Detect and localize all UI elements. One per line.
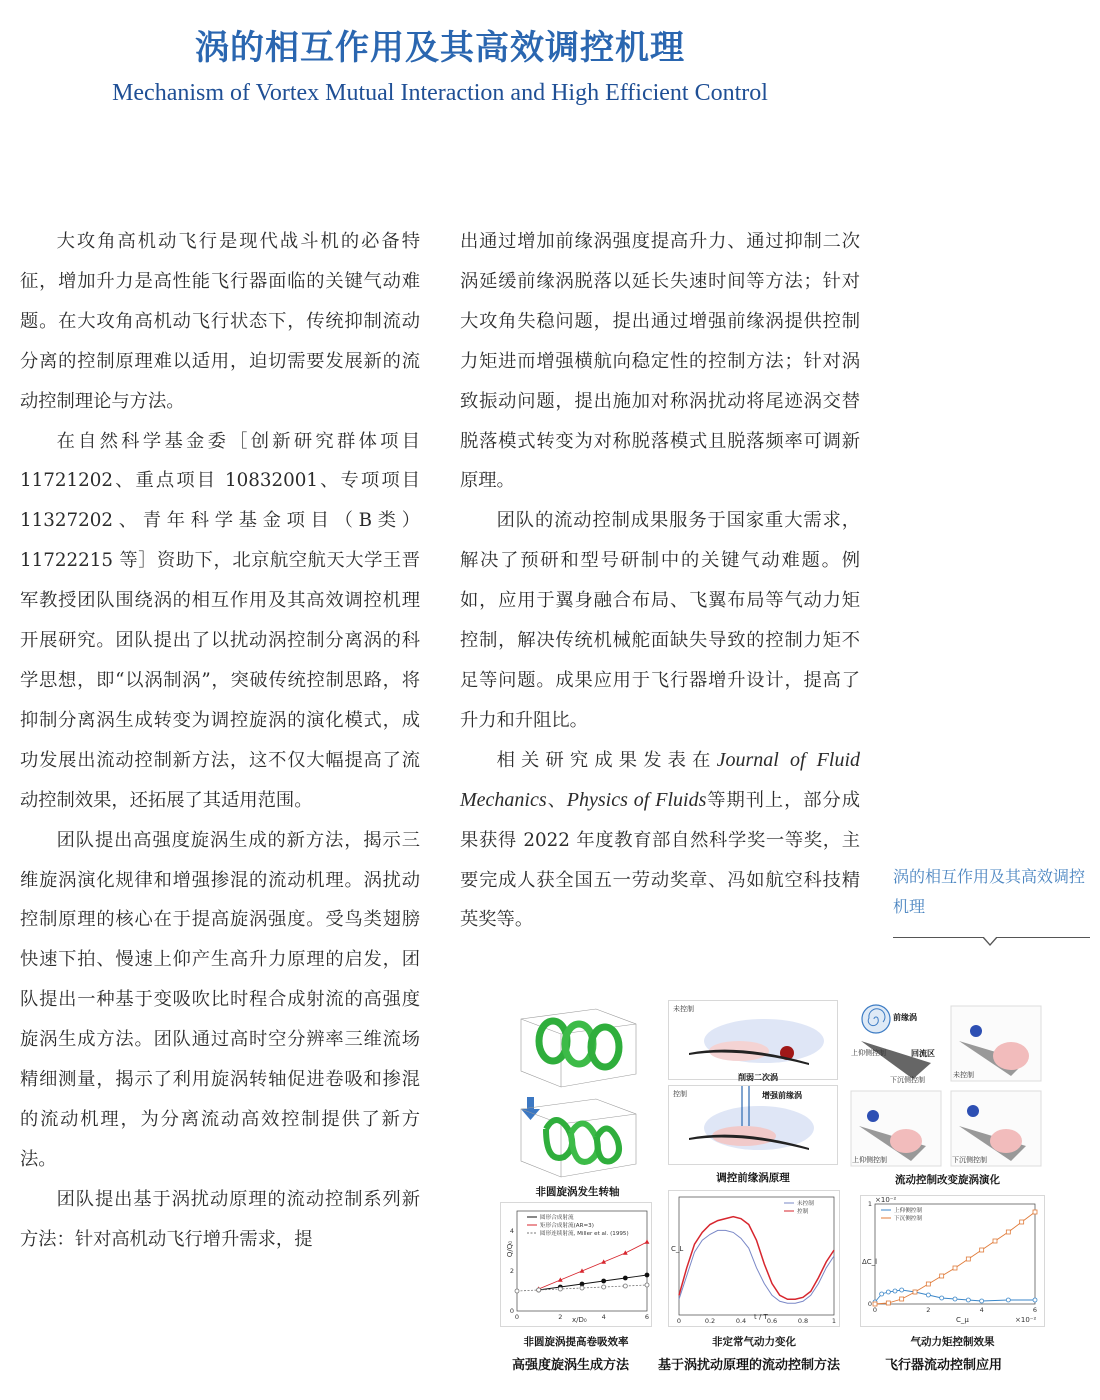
x-tick-label: 0.2: [704, 1317, 716, 1325]
data-point: [993, 1239, 997, 1243]
panel-vortex-generation: [500, 998, 650, 1178]
data-point: [880, 1292, 884, 1296]
label-lev: 前缘涡: [893, 1013, 917, 1022]
data-point: [645, 1273, 649, 1277]
pub-sep: 、: [546, 789, 567, 811]
legend-label: 圆形连续射流, Miller et al. (1995): [540, 1231, 629, 1237]
x-tick-label: 4: [601, 1313, 606, 1321]
data-point: [926, 1282, 930, 1286]
label-lower-control-c2: 下沉侧控制: [952, 1156, 987, 1164]
data-point: [580, 1282, 584, 1286]
y-tick-label: 0: [867, 1300, 872, 1308]
data-point: [602, 1279, 606, 1283]
data-point: [1020, 1220, 1024, 1224]
caption-entrainment: 非圆旋涡提高卷吸效率: [523, 1336, 629, 1348]
chart-unsteady-force: [669, 1191, 841, 1328]
ylabel-unsteady: C_L: [671, 1245, 684, 1253]
paragraph-vortex-generation: 团队提出高强度旋涡生成的新方法，揭示三维旋涡演化规律和增强掺混的流动机理。涡扰动控制原理的核心在于提高旋涡强度。受鸟类翅膀快速下拍、慢速上仰产生高升力原理的启发，团队提出一种基于变吸吹比时程合成射流的高强度旋涡生成方法。团队通过高时空分辨率三维流场精细测量，揭示了利用旋涡转轴促进卷吸和掺混的流动机理，为分离流动高效控制提供了新方法。: [20, 829, 420, 1170]
x-tick-label: 0: [676, 1317, 682, 1325]
group-caption-middle: 基于涡扰动原理的流动控制方法: [658, 1358, 841, 1373]
data-point: [966, 1298, 970, 1302]
x-tick-label: 2: [558, 1313, 563, 1321]
data-point: [1006, 1298, 1010, 1302]
legend-label: 控制: [797, 1209, 809, 1215]
xlabel-entrainment: x/D₀: [572, 1316, 587, 1324]
data-point: [886, 1301, 890, 1305]
label-uncontrolled-c: 未控制: [953, 1071, 974, 1079]
chart-moment-effect: [861, 1196, 1046, 1328]
data-point: [1033, 1210, 1037, 1214]
paragraph-control-methods: 团队提出基于涡扰动原理的流动控制系列新方法：针对高机动飞行增升需求，提: [20, 1188, 420, 1250]
data-point: [623, 1284, 627, 1288]
label-upper-control-c: 上仰侧控制: [851, 1049, 886, 1057]
legend-label: 圆形合成射流: [540, 1215, 574, 1221]
page-title: 涡的相互作用及其高效调控机理: [195, 28, 685, 68]
page-subtitle-en: Mechanism of Vortex Mutual Interaction and High Efficient Control: [112, 80, 768, 106]
data-point: [1006, 1230, 1010, 1234]
green-vortex-rings-bottom: [546, 1120, 619, 1162]
data-point: [893, 1289, 897, 1293]
caption-vortex-evolution: 流动控制改变旋涡演化: [895, 1174, 1000, 1186]
data-point: [900, 1288, 904, 1292]
x-tick-label: 6: [1032, 1306, 1038, 1314]
data-point: [1033, 1298, 1037, 1302]
data-point: [953, 1297, 957, 1301]
data-point: [645, 1283, 649, 1287]
ylabel-moment: ΔC_l: [862, 1258, 878, 1266]
series-line: [539, 1242, 647, 1289]
data-point: [537, 1288, 541, 1292]
x-tick-label: 1: [831, 1317, 837, 1325]
chart-entrainment: [501, 1203, 653, 1328]
caption-unsteady: 非定常气动力变化: [712, 1336, 796, 1348]
paragraph-intro: 大攻角高机动飞行是现代战斗机的必备特征，增加升力是高性能飞行器面临的关键气动难题。在大攻角高机动飞行状态下，传统抑制流动分离的控制原理难以适用，迫切需要发展新的流动控制理论与方法。: [20, 231, 420, 412]
y-tick-label: 4: [509, 1227, 514, 1235]
label-upper-control-c2: 上仰侧控制: [852, 1156, 887, 1164]
x-tick-label: 0.6: [766, 1317, 778, 1325]
panel-vortex-evolution: [850, 1000, 1045, 1170]
data-point: [515, 1289, 519, 1293]
xlabel-unsteady: t / T: [754, 1313, 768, 1321]
caption-vortex-gen: 非圆旋涡发生转轴: [535, 1186, 620, 1198]
vortex-3d-plots: [501, 999, 651, 1179]
paragraph-publications: [460, 741, 860, 941]
y-tick-label: 2: [509, 1267, 514, 1275]
x-tick-label: 4: [979, 1306, 984, 1314]
x-tick-label: 0.8: [797, 1317, 809, 1325]
chart-moment-frame: [860, 1195, 1045, 1327]
label-recirculation: 回流区: [911, 1049, 935, 1058]
pub-text-b: 等期刊上，部分成果获得 2022 年度教育部自然科学奖一等奖，主要完成人获全国五一劳动奖章、冯如航空科技精英奖等。: [460, 789, 860, 931]
x-tick-label: 0: [872, 1306, 878, 1314]
paragraph-applications: 团队的流动控制成果服务于国家重大需求，解决了预研和型号研制中的关键气动难题。例如，应用于翼身融合布局、飞翼布局等气动力矩控制，解决传统机械舵面缺失导致的控制力矩不足等问题。成果应用于飞行器增升设计，提高了升力和升阻比。: [460, 510, 860, 731]
data-point: [886, 1290, 890, 1294]
data-point: [580, 1286, 584, 1290]
label-enhance-lev: 增强前缘涡: [762, 1091, 802, 1100]
caption-moment: 气动力矩控制效果: [910, 1336, 995, 1348]
data-point: [873, 1302, 877, 1306]
caption-lev-principle: 调控前缘涡原理: [716, 1172, 790, 1184]
journal-pof: Physics of Fluids: [566, 788, 707, 811]
group-caption-right: 飞行器流动控制应用: [885, 1358, 1003, 1373]
exp-dcl: ×10⁻²: [875, 1196, 897, 1204]
side-caption-pointer-icon: [982, 937, 998, 946]
label-uncontrolled-b: 未控制: [673, 1005, 694, 1013]
data-point: [900, 1297, 904, 1301]
legend-label: 未控制: [797, 1201, 814, 1207]
legend-label: 上仰侧控制: [894, 1208, 922, 1214]
paragraph-methods-cont: 出通过增加前缘涡强度提高升力、通过抑制二次涡延缓前缘涡脱落以延长失速时间等方法；针对大攻角失稳问题，提出通过增强前缘涡提供控制力矩进而增强横航向稳定性的控制方法；针对涡致振动问题，提出施加对称涡扰动将尾迹涡交替脱落模式转变为对称脱落模式且脱落频率可调新原理。: [460, 231, 860, 492]
wing-section-a: [861, 1041, 931, 1079]
exp-cmu: ×10⁻²: [1015, 1316, 1037, 1324]
legend-label: 下沉侧控制: [894, 1216, 922, 1222]
group-caption-left: 高强度旋涡生成方法: [512, 1358, 630, 1373]
data-point: [558, 1287, 562, 1291]
x-tick-label: 0.4: [735, 1317, 747, 1325]
ylabel-entrainment: Q/Q₀: [506, 1240, 515, 1258]
spiral-lev-icon: [862, 1005, 890, 1033]
pub-text-a: 相关研究成果发表在: [496, 749, 717, 771]
data-point: [645, 1239, 650, 1243]
chart-entrainment-frame: [500, 1202, 652, 1327]
data-point: [966, 1257, 970, 1261]
data-point: [913, 1290, 917, 1294]
right-column: [460, 222, 860, 940]
label-controlled-b: 控制: [673, 1090, 687, 1098]
data-point: [926, 1293, 930, 1297]
label-lower-control-c: 下沉侧控制: [890, 1076, 925, 1084]
composite-figure: [500, 990, 1050, 1385]
data-point: [940, 1296, 944, 1300]
chart-unsteady-frame: [668, 1190, 840, 1327]
data-point: [623, 1276, 627, 1280]
y-tick-label: 1: [867, 1200, 872, 1208]
x-tick-label: 0: [514, 1313, 520, 1321]
data-point: [602, 1285, 606, 1289]
paragraph-funding: 在自然科学基金委［创新研究群体项目 11721202、重点项目 10832001、专项项目 11327202、青年科学基金项目（B类）11722215 等］资助下，北京航空航天大学王晋军教授团队围绕涡的相互作用及其高效调控机理开展研究。团队提出了以扰动涡控制分离涡的科学思想，即“以涡制涡”，突破传统控制思路，将抑制分离涡生成转变为调控旋涡的演化模式，成功发展出流动控制新方法，这不仅大幅提高了流动控制效果，还拓展了其适用范围。: [20, 430, 420, 811]
series-line: [679, 1217, 834, 1300]
left-column: [20, 222, 420, 1260]
journal-jfm: Journal of Fluid Mechanics: [460, 748, 861, 811]
data-point: [980, 1248, 984, 1252]
data-point: [953, 1266, 957, 1270]
legend-label: 矩形合成射流(AR=3): [540, 1223, 594, 1229]
label-weaken-secondary: 削弱二次涡: [738, 1073, 778, 1082]
green-vortex-rings-top: [539, 1021, 619, 1067]
data-point: [980, 1299, 984, 1303]
y-tick-label: 0: [509, 1307, 514, 1315]
x-tick-label: 2: [926, 1306, 931, 1314]
data-point: [940, 1274, 944, 1278]
xlabel-moment: C_μ: [956, 1316, 969, 1324]
panel-lev-controlled: [668, 1085, 838, 1165]
plot-area: [679, 1197, 834, 1315]
x-tick-label: 6: [644, 1313, 650, 1321]
figure-side-caption: 涡的相互作用及其高效调控机理: [893, 867, 1086, 916]
